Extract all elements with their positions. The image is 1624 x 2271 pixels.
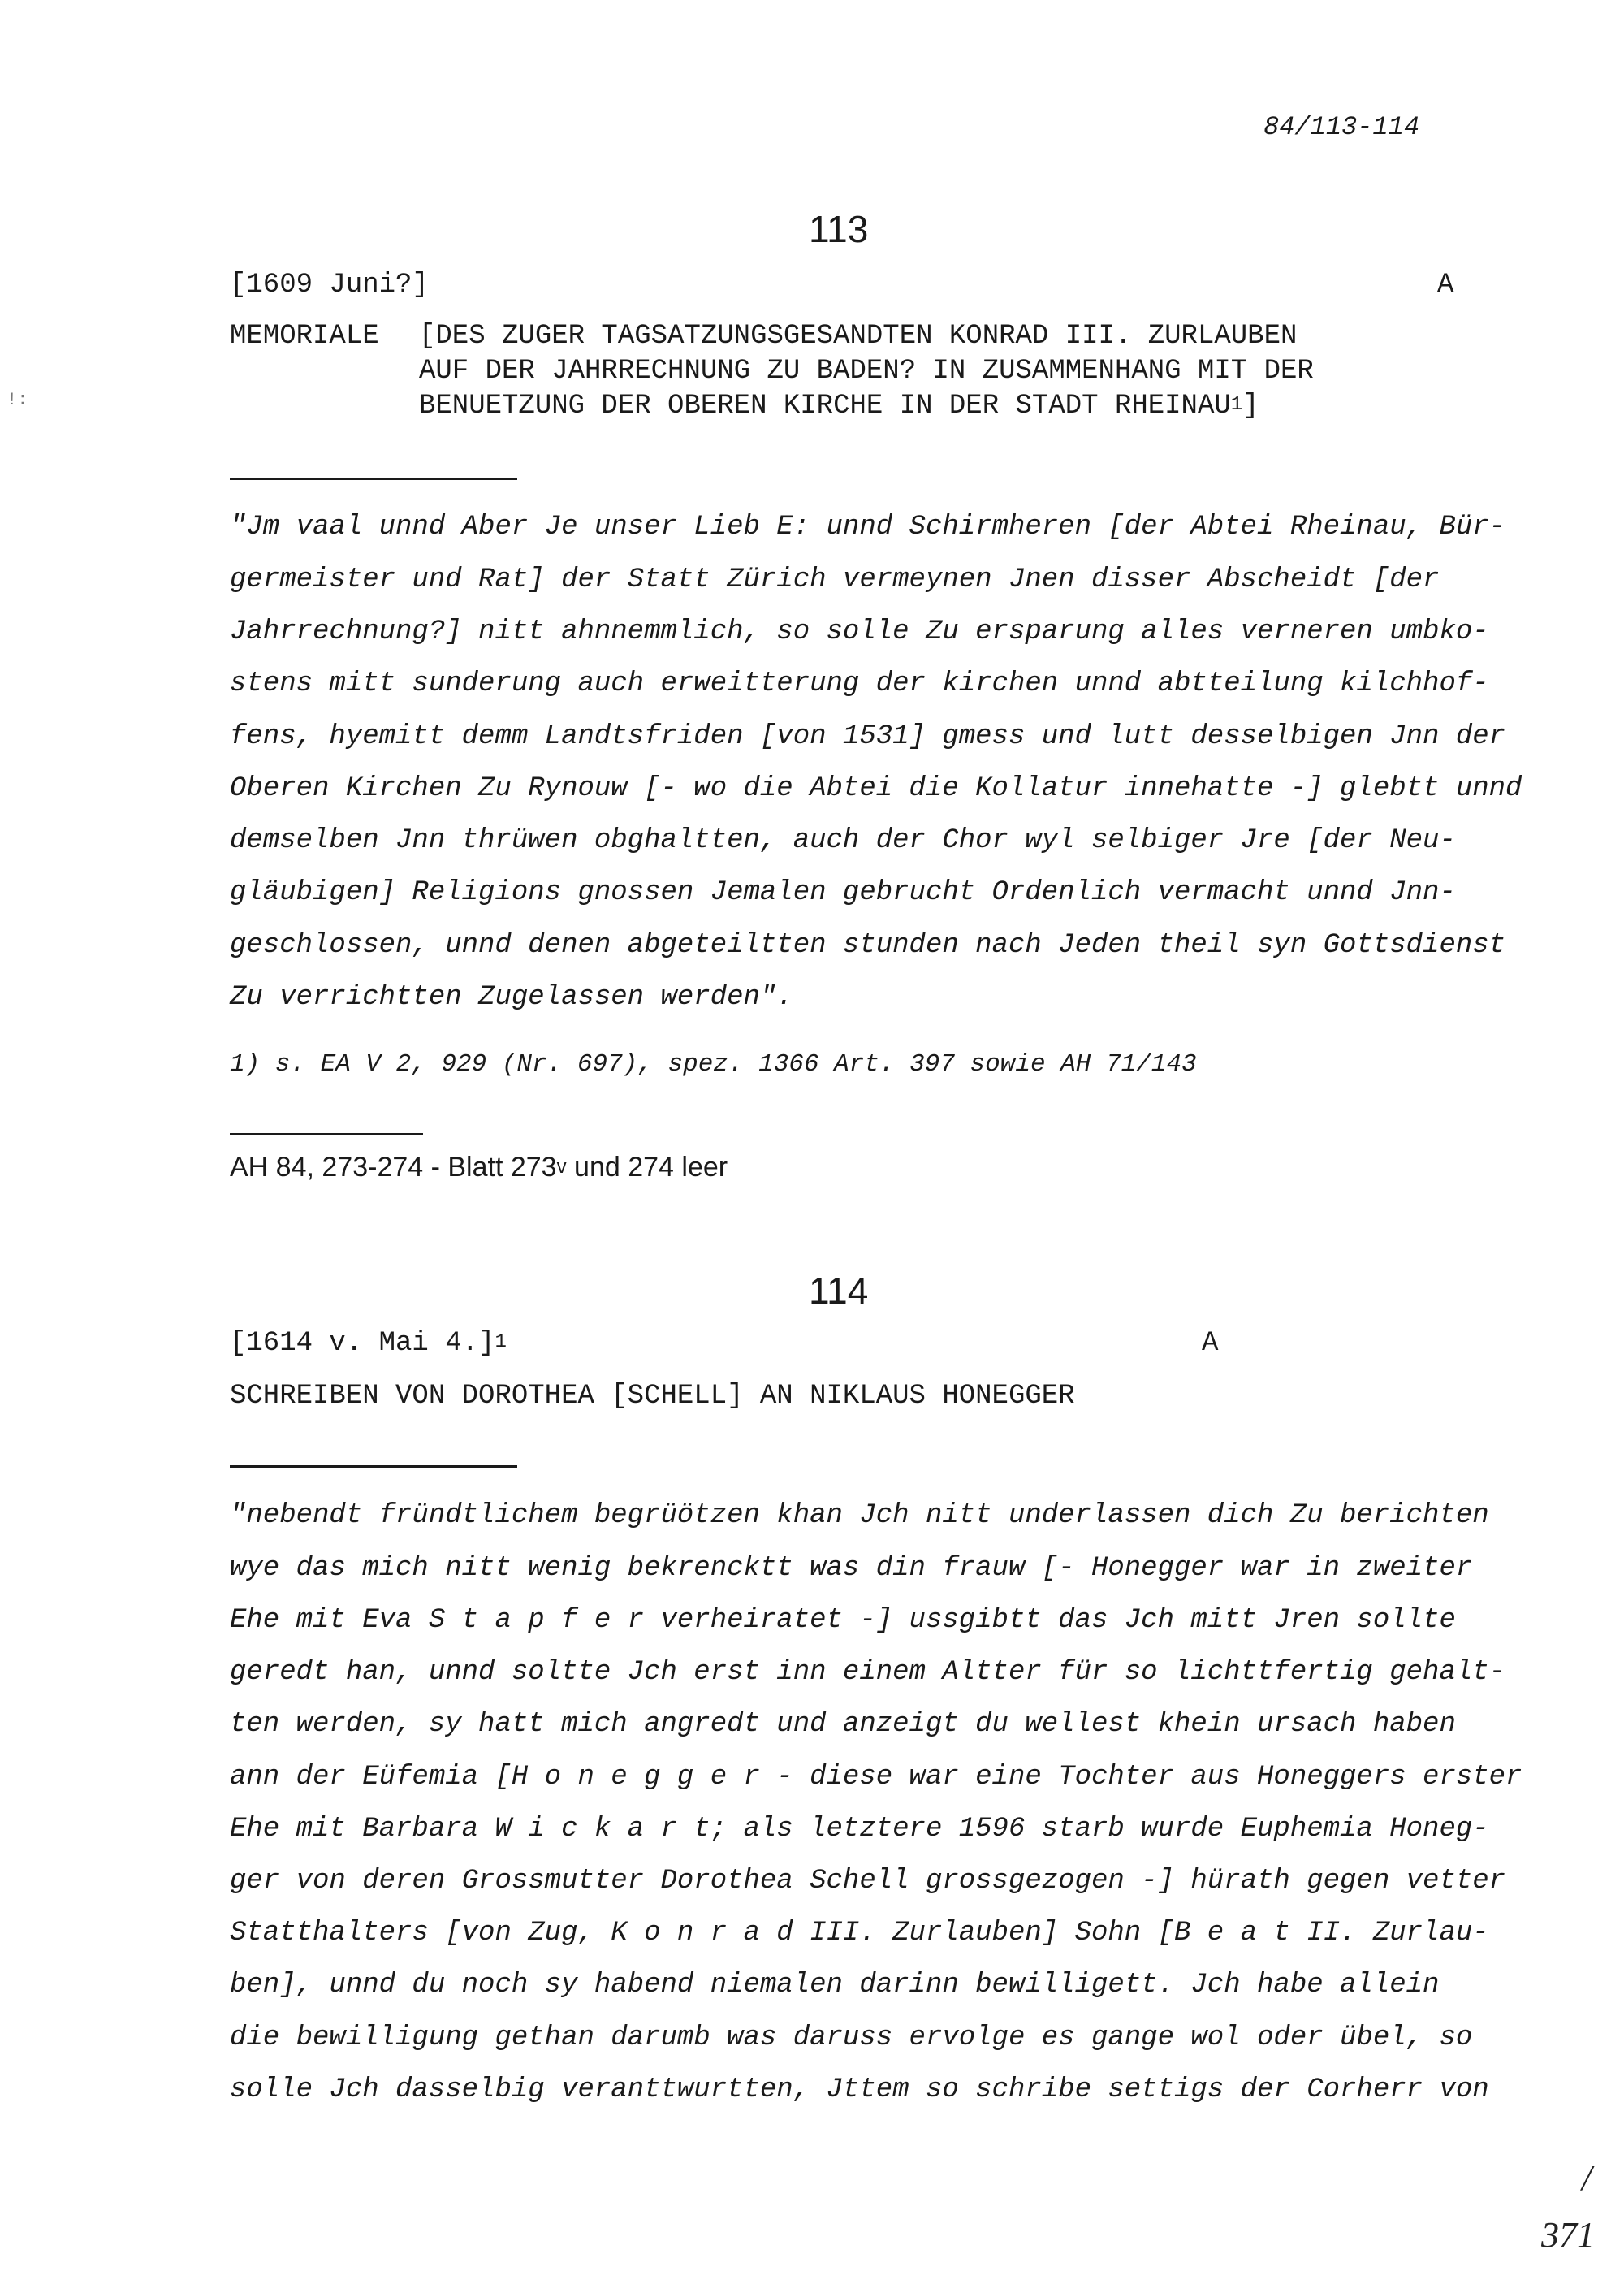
doc-113-footnote: 1) s. EA V 2, 929 (Nr. 697), spez. 1366 Art. 397 sowie AH 71/143 <box>230 1050 1197 1079</box>
doc-114-type-mark: A <box>1202 1328 1219 1359</box>
doc-113-source <box>230 1152 728 1183</box>
doc-113-body-line: geschlossen, unnd denen abgeteiltten stunden nach Jeden theil syn Gottsdienst <box>230 930 1506 961</box>
doc-114-body-line: ten werden, sy hatt mich angredt und anzeigt du wellest khein ursach haben <box>230 1709 1456 1740</box>
doc-113-body-line: Oberen Kirchen Zu Rynouw [- wo die Abtei die Kollatur innehatte -] glebtt unnd <box>230 773 1522 804</box>
doc-114-body-line: geredt han, unnd soltte Jch erst inn einem Altter für so lichttfertig gehalt- <box>230 1657 1506 1688</box>
doc-113-title-line-2: AUF DER JAHRRECHNUNG ZU BADEN? IN ZUSAMMENHANG MIT DER <box>419 356 1314 387</box>
page-reference: 84/113-114 <box>1263 112 1420 142</box>
doc-114-body-line: ger von deren Grossmutter Dorothea Schell grossgezogen -] hürath gegen vetter <box>230 1866 1506 1897</box>
doc-114-body-line: ann der Eüfemia [H o n e g g e r - diese war eine Tochter aus Honeggers erster <box>230 1762 1522 1793</box>
doc-113-title-close: ] <box>1242 391 1259 422</box>
doc-113-body-line: fens, hyemitt demm Landtsfriden [von 1531] gmess und lutt desselbigen Jnn der <box>230 721 1506 752</box>
handwritten-folio-number: 371 <box>1541 2215 1595 2255</box>
doc-114-body-line: "nebendt fründtlichem begrüötzen khan Jch nitt underlassen dich Zu berichten <box>230 1500 1489 1531</box>
doc-114-title: SCHREIBEN VON DOROTHEA [SCHELL] AN NIKLAUS HONEGGER <box>230 1381 1075 1412</box>
doc-113-date: [1609 Juni?] <box>230 270 429 301</box>
doc-113-title-line-3 <box>419 391 1259 422</box>
doc-113-number: 113 <box>809 208 869 250</box>
doc-113-title-line-1: [DES ZUGER TAGSATZUNGSGESANDTEN KONRAD III. ZURLAUBEN <box>419 321 1298 352</box>
margin-glyph: !: <box>6 390 28 410</box>
doc-113-title-label: MEMORIALE <box>230 321 379 352</box>
doc-114-body-line: die bewilligung gethan darumb was daruss ervolge es gange wol oder übel, so <box>230 2022 1473 2053</box>
doc-113-body-line: Jahrrechnung?] nitt ahnnemmlich, so solle Zu ersparung alles verneren umbko- <box>230 616 1489 647</box>
doc-113-source-verso: v <box>556 1156 567 1178</box>
doc-113-body-line: stens mitt sunderung auch erweitterung der kirchen unnd abtteilung kilchhof- <box>230 668 1489 699</box>
doc-113-type-mark: A <box>1437 270 1454 301</box>
doc-113-body-line: "Jm vaal unnd Aber Je unser Lieb E: unnd Schirmheren [der Abtei Rheinau, Bür- <box>230 512 1506 543</box>
check-mark: / <box>1582 2158 1592 2198</box>
doc-113-title-line-3-text: BENUETZUNG DER OBEREN KIRCHE IN DER STADT RHEINAU <box>419 391 1231 422</box>
doc-113-source-text: AH 84, 273-274 - Blatt 273 <box>230 1152 557 1183</box>
doc-114-body-line: Statthalters [von Zug, K o n r a d III. Zurlauben] Sohn [B e a t II. Zurlau- <box>230 1918 1489 1949</box>
doc-114-number: 114 <box>809 1270 869 1312</box>
doc-113-body-line: Zu verrichtten Zugelassen werden". <box>230 982 793 1013</box>
doc-113-separator <box>230 478 517 480</box>
doc-114-date-text: [1614 v. Mai 4.] <box>230 1328 495 1359</box>
doc-113-source-separator <box>230 1133 423 1136</box>
doc-113-body-line: demselben Jnn thrüwen obghaltten, auch der Chor wyl selbiger Jre [der Neu- <box>230 825 1456 856</box>
doc-113-body-line: germeister und Rat] der Statt Zürich vermeynen Jnen disser Abscheidt [der <box>230 565 1440 595</box>
doc-114-separator <box>230 1465 517 1468</box>
doc-113-title-footnote-ref: 1 <box>1230 394 1243 416</box>
doc-114-body-line: wye das mich nitt wenig bekrencktt was din frauw [- Honegger war in zweiter <box>230 1553 1473 1584</box>
doc-114-body-line: Ehe mit Barbara W i c k a r t; als letztere 1596 starb wurde Euphemia Honeg- <box>230 1814 1489 1845</box>
doc-113-source-tail: und 274 leer <box>566 1152 728 1183</box>
doc-114-body-line: solle Jch dasselbig veranttwurtten, Jttem so schribe settigs der Corherr von <box>230 2074 1489 2105</box>
doc-113-body-line: gläubigen] Religions gnossen Jemalen gebrucht Ordenlich vermacht unnd Jnn- <box>230 877 1456 908</box>
doc-114-body-line: ben], unnd du noch sy habend niemalen darinn bewilligett. Jch habe allein <box>230 1970 1440 2001</box>
doc-114-date <box>230 1328 507 1359</box>
doc-114-body-line: Ehe mit Eva S t a p f e r verheiratet -] ussgibtt das Jch mitt Jren sollte <box>230 1605 1456 1636</box>
doc-114-date-footnote-ref: 1 <box>495 1331 507 1353</box>
